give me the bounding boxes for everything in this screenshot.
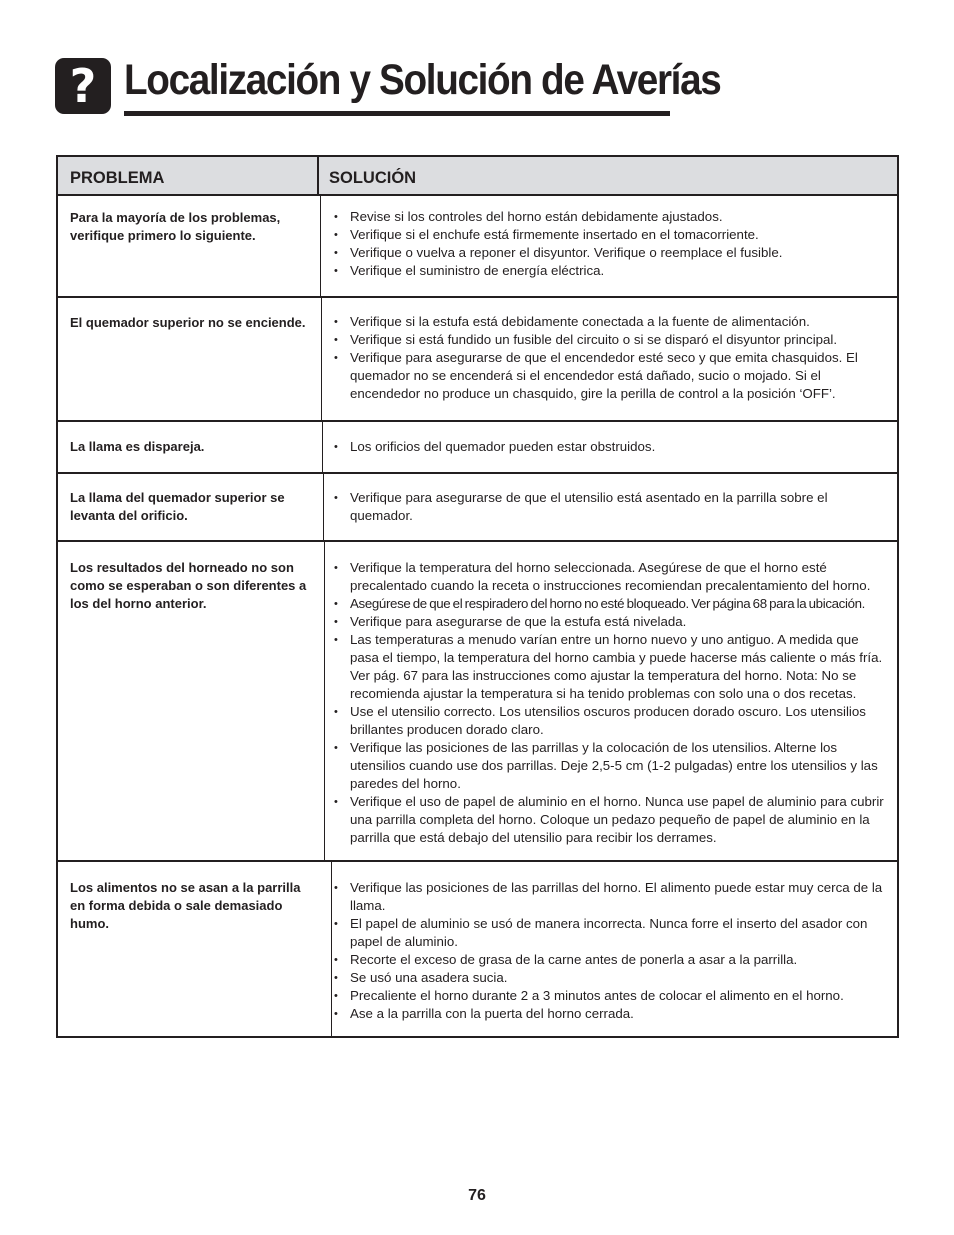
problem-text: El quemador superior no se enciende. bbox=[70, 315, 306, 330]
solution-item: • Verifique las posiciones de las parrillas del horno. El alimento puede estar muy cerca de la llama. bbox=[336, 879, 888, 915]
solution-item: • Recorte el exceso de grasa de la carne antes de ponerla a asar a la parrilla. bbox=[336, 951, 888, 969]
solution-item: • Verifique la temperatura del horno seleccionada. Asegúrese de que el horno esté precalentado cuando la receta o instrucciones recomiendan precalentamiento del horno. bbox=[336, 559, 888, 595]
solution-item: • Los orificios del quemador pueden estar obstruidos. bbox=[336, 438, 888, 456]
solution-list bbox=[336, 313, 888, 403]
table-row bbox=[58, 542, 897, 862]
table-row bbox=[58, 862, 897, 1036]
solution-item: • Verifique las posiciones de las parrillas y la colocación de los utensilios. Alterne los utensilios cuando use dos parrillas. Deje 2,5-5 cm (1-2 pulgadas) entre los utensilios y las paredes del horno. bbox=[336, 739, 888, 793]
solution-item: • Revise si los controles del horno están debidamente ajustados. bbox=[336, 208, 888, 226]
solution-list bbox=[336, 438, 888, 456]
solution-item: • El papel de aluminio se usó de manera incorrecta. Nunca forre el inserto del asador con papel de aluminio. bbox=[336, 915, 888, 951]
solution-item: • Verifique el uso de papel de aluminio en el horno. Nunca use papel de aluminio para cubrir una parrilla completa del horno. Coloque un pedazo pequeño de papel de aluminio en la parrilla que está debajo del utensilio para recibir los derrames. bbox=[336, 793, 888, 847]
solution-item: • Use el utensilio correcto. Los utensilios oscuros producen dorado oscuro. Los utensilios brillantes producen dorado claro. bbox=[336, 703, 888, 739]
problem-text: La llama del quemador superior se levanta del orificio. bbox=[70, 490, 285, 523]
solution-item: • Se usó una asadera sucia. bbox=[336, 969, 888, 987]
solution-item: • Verifique si está fundido un fusible del circuito o si se disparó el disyuntor principal. bbox=[336, 331, 888, 349]
solution-item: • Ase a la parrilla con la puerta del horno cerrada. bbox=[336, 1005, 888, 1023]
problem-text: La llama es dispareja. bbox=[70, 439, 205, 454]
solution-item: • Las temperaturas a menudo varían entre un horno nuevo y uno antiguo. A medida que pasa el tiempo, la temperatura del horno cambia y puede hacerse más caliente o más fría. Ver pág. 67 para las instrucciones como ajustar la temperatura del horno. Nota: No se recomienda ajustar la temperatura si ha tenido problemas con solo una o dos recetas. bbox=[336, 631, 888, 703]
problem-text: Los alimentos no se asan a la parrilla en forma debida o sale demasiado humo. bbox=[70, 880, 301, 931]
table-row bbox=[58, 474, 897, 542]
question-mark-icon bbox=[55, 58, 111, 114]
solution-item: • Verifique para asegurarse de que el utensilio está asentado en la parrilla sobre el quemador. bbox=[336, 489, 888, 525]
column-divider bbox=[323, 474, 324, 540]
solution-list bbox=[336, 208, 888, 280]
column-divider bbox=[331, 862, 332, 1036]
solution-list bbox=[336, 489, 888, 525]
table-header bbox=[58, 157, 897, 196]
problem-text: Para la mayoría de los problemas, verifique primero lo siguiente. bbox=[70, 210, 281, 243]
solution-item: • Verifique para asegurarse de que el encendedor esté seco y que emita chasquidos. El quemador no se encenderá si el encendedor está dañado, sucio o mojado. Si el encendedor no produce un chasquido, gire la perilla de control a la posición ‘OFF’. bbox=[336, 349, 888, 403]
header-column-divider bbox=[317, 157, 319, 194]
question-mark-glyph: ? bbox=[69, 59, 97, 113]
page-number: 76 bbox=[468, 1187, 486, 1204]
table-row bbox=[58, 422, 897, 474]
troubleshooting-table bbox=[56, 155, 899, 1038]
solution-item: • Precaliente el horno durante 2 a 3 minutos antes de colocar el alimento en el horno. bbox=[336, 987, 888, 1005]
column-header-problem: PROBLEMA bbox=[70, 169, 165, 187]
table-row bbox=[58, 298, 897, 422]
column-divider bbox=[324, 542, 325, 860]
solution-item: • Asegúrese de que el respiradero del horno no esté bloqueado. Ver página 68 para la ubicación. bbox=[336, 595, 888, 613]
solution-item: • Verifique o vuelva a reponer el disyuntor. Verifique o reemplace el fusible. bbox=[336, 244, 888, 262]
table-row bbox=[58, 196, 897, 298]
page-title: Localización y Solución de Averías bbox=[124, 56, 721, 104]
column-header-solution: SOLUCIÓN bbox=[329, 169, 417, 187]
title-underline bbox=[124, 111, 670, 116]
column-divider bbox=[322, 422, 323, 472]
column-divider bbox=[320, 196, 321, 296]
solution-item: • Verifique para asegurarse de que la estufa está nivelada. bbox=[336, 613, 888, 631]
problem-text: Los resultados del horneado no son como se esperaban o son diferentes a los del horno anterior. bbox=[70, 560, 307, 611]
solution-list bbox=[336, 879, 888, 1023]
column-divider bbox=[321, 298, 322, 420]
solution-item: • Verifique el suministro de energía eléctrica. bbox=[336, 262, 888, 280]
solution-list bbox=[336, 559, 888, 847]
solution-item: • Verifique si la estufa está debidamente conectada a la fuente de alimentación. bbox=[336, 313, 888, 331]
solution-item: • Verifique si el enchufe está firmemente insertado en el tomacorriente. bbox=[336, 226, 888, 244]
